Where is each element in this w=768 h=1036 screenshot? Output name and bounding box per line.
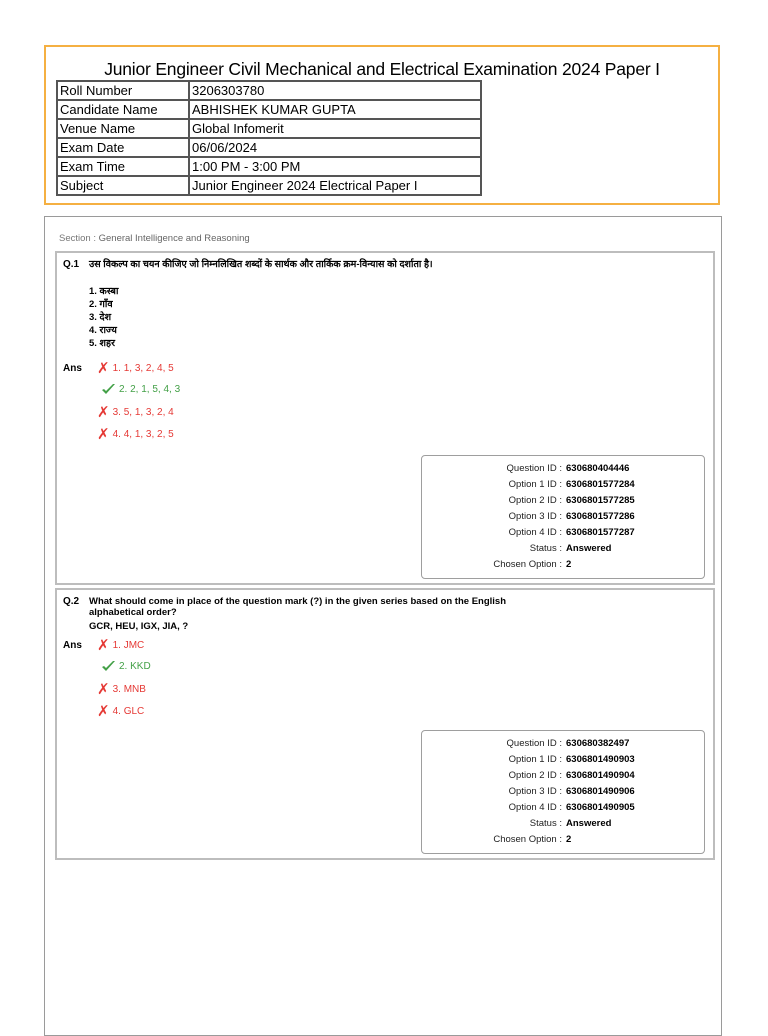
- info-value: 6306801490905: [566, 802, 635, 813]
- check-icon: [101, 660, 116, 672]
- row-label: Exam Date: [57, 138, 189, 157]
- info-option1-id: [422, 478, 704, 492]
- info-label: Option 3 ID :: [508, 511, 562, 522]
- question-text: What should come in place of the question mark (?) in the given series based on the English alphabetical order?: [89, 596, 507, 618]
- answer-option-1: [97, 361, 174, 376]
- info-option3-id: [422, 785, 704, 799]
- table-row: [57, 119, 481, 138]
- info-status: [422, 817, 704, 831]
- info-value: 2: [566, 559, 572, 570]
- info-chosen-option: [422, 833, 704, 847]
- table-row: [57, 81, 481, 100]
- question-number: Q.1: [63, 259, 80, 270]
- info-question-id: [422, 462, 704, 476]
- row-label: Venue Name: [57, 119, 189, 138]
- section-label: [59, 233, 250, 244]
- list-item: 2. गाँव: [89, 299, 113, 310]
- row-label: Subject: [57, 176, 189, 195]
- info-value: 2: [566, 834, 572, 845]
- info-label: Option 2 ID :: [508, 770, 562, 781]
- info-status: [422, 542, 704, 556]
- row-value: 06/06/2024: [189, 138, 481, 157]
- info-label: Chosen Option :: [493, 559, 562, 570]
- option-text: 1. JMC: [112, 640, 145, 651]
- info-chosen-option: [422, 558, 704, 572]
- candidate-header: [44, 45, 720, 205]
- info-label: Option 4 ID :: [508, 802, 562, 813]
- info-question-id: [422, 737, 704, 751]
- info-value: Answered: [566, 543, 612, 554]
- info-label: Option 1 ID :: [508, 479, 562, 490]
- info-value: 6306801490906: [566, 786, 635, 797]
- cross-icon: ✗: [97, 637, 110, 654]
- info-option2-id: [422, 769, 704, 783]
- row-label: Exam Time: [57, 157, 189, 176]
- row-value: 3206303780: [189, 81, 481, 100]
- question-info-box: [421, 730, 705, 854]
- info-label: Option 4 ID :: [508, 527, 562, 538]
- option-text: 3. MNB: [112, 684, 146, 695]
- info-option4-id: [422, 526, 704, 540]
- option-text: 3. 5, 1, 3, 2, 4: [112, 407, 174, 418]
- cross-icon: ✗: [97, 404, 110, 421]
- answer-option-4: [97, 704, 144, 719]
- table-row: [57, 157, 481, 176]
- info-label: Status :: [529, 543, 562, 554]
- info-label: Question ID :: [506, 738, 562, 749]
- cross-icon: ✗: [97, 426, 110, 443]
- answer-option-2: [101, 383, 180, 395]
- option-text: 4. GLC: [112, 706, 145, 717]
- info-option2-id: [422, 494, 704, 508]
- row-value: Global Infomerit: [189, 119, 481, 138]
- question-item-list: [89, 285, 118, 350]
- info-value: 6306801577285: [566, 495, 635, 506]
- option-text: 2. 2, 1, 5, 4, 3: [119, 383, 181, 395]
- row-label: Roll Number: [57, 81, 189, 100]
- list-item: 3. देश: [89, 312, 112, 323]
- option-text: 4. 4, 1, 3, 2, 5: [112, 429, 174, 440]
- cross-icon: ✗: [97, 703, 110, 720]
- info-option3-id: [422, 510, 704, 524]
- list-item: 5. शहर: [89, 338, 115, 349]
- exam-title: Junior Engineer Civil Mechanical and Electrical Examination 2024 Paper I: [104, 59, 660, 79]
- question-number: Q.2: [63, 596, 80, 607]
- candidate-info-table: [56, 80, 482, 196]
- info-value: 630680404446: [566, 463, 630, 474]
- info-label: Option 3 ID :: [508, 786, 562, 797]
- info-value: 6306801490903: [566, 754, 635, 765]
- answer-option-3: [97, 682, 146, 697]
- table-row: [57, 176, 481, 195]
- row-value: 1:00 PM - 3:00 PM: [189, 157, 481, 176]
- info-value: 6306801577287: [566, 527, 635, 538]
- row-value: ABHISHEK KUMAR GUPTA: [189, 100, 481, 119]
- row-value: Junior Engineer 2024 Electrical Paper I: [189, 176, 481, 195]
- info-label: Chosen Option :: [493, 834, 562, 845]
- option-text: 2. KKD: [119, 660, 151, 672]
- question-info-box: [421, 455, 705, 579]
- info-value: 6306801577286: [566, 511, 635, 522]
- list-item: 1. कस्बा: [89, 286, 119, 297]
- question-series: GCR, HEU, IGX, JIA, ?: [89, 621, 189, 632]
- info-option1-id: [422, 753, 704, 767]
- info-label: Question ID :: [506, 463, 562, 474]
- info-value: 630680382497: [566, 738, 630, 749]
- info-label: Option 1 ID :: [508, 754, 562, 765]
- cross-icon: ✗: [97, 681, 110, 698]
- cross-icon: ✗: [97, 360, 110, 377]
- info-value: 6306801577284: [566, 479, 635, 490]
- info-value: Answered: [566, 818, 612, 829]
- section-prefix: Section :: [59, 233, 99, 244]
- ans-label: Ans: [63, 640, 82, 651]
- answer-option-2: [101, 660, 151, 672]
- answer-option-4: [97, 427, 174, 442]
- option-text: 1. 1, 3, 2, 4, 5: [112, 363, 174, 374]
- info-label: Status :: [529, 818, 562, 829]
- info-option4-id: [422, 801, 704, 815]
- answer-option-3: [97, 405, 174, 420]
- info-label: Option 2 ID :: [508, 495, 562, 506]
- question-block-1: [55, 251, 715, 585]
- info-value: 6306801490904: [566, 770, 635, 781]
- section-name: General Intelligence and Reasoning: [98, 233, 250, 244]
- answer-option-1: [97, 638, 144, 653]
- question-block-2: [55, 588, 715, 860]
- response-sheet: [44, 216, 722, 1036]
- table-row: [57, 138, 481, 157]
- list-item: 4. राज्य: [89, 325, 117, 336]
- row-label: Candidate Name: [57, 100, 189, 119]
- check-icon: [101, 383, 116, 395]
- question-text: उस विकल्प का चयन कीजिए जो निम्नलिखित शब्दों के सार्थक और तार्किक क्रम-विन्यास को दर्शाता है।: [89, 259, 433, 270]
- table-row: [57, 100, 481, 119]
- ans-label: Ans: [63, 363, 82, 374]
